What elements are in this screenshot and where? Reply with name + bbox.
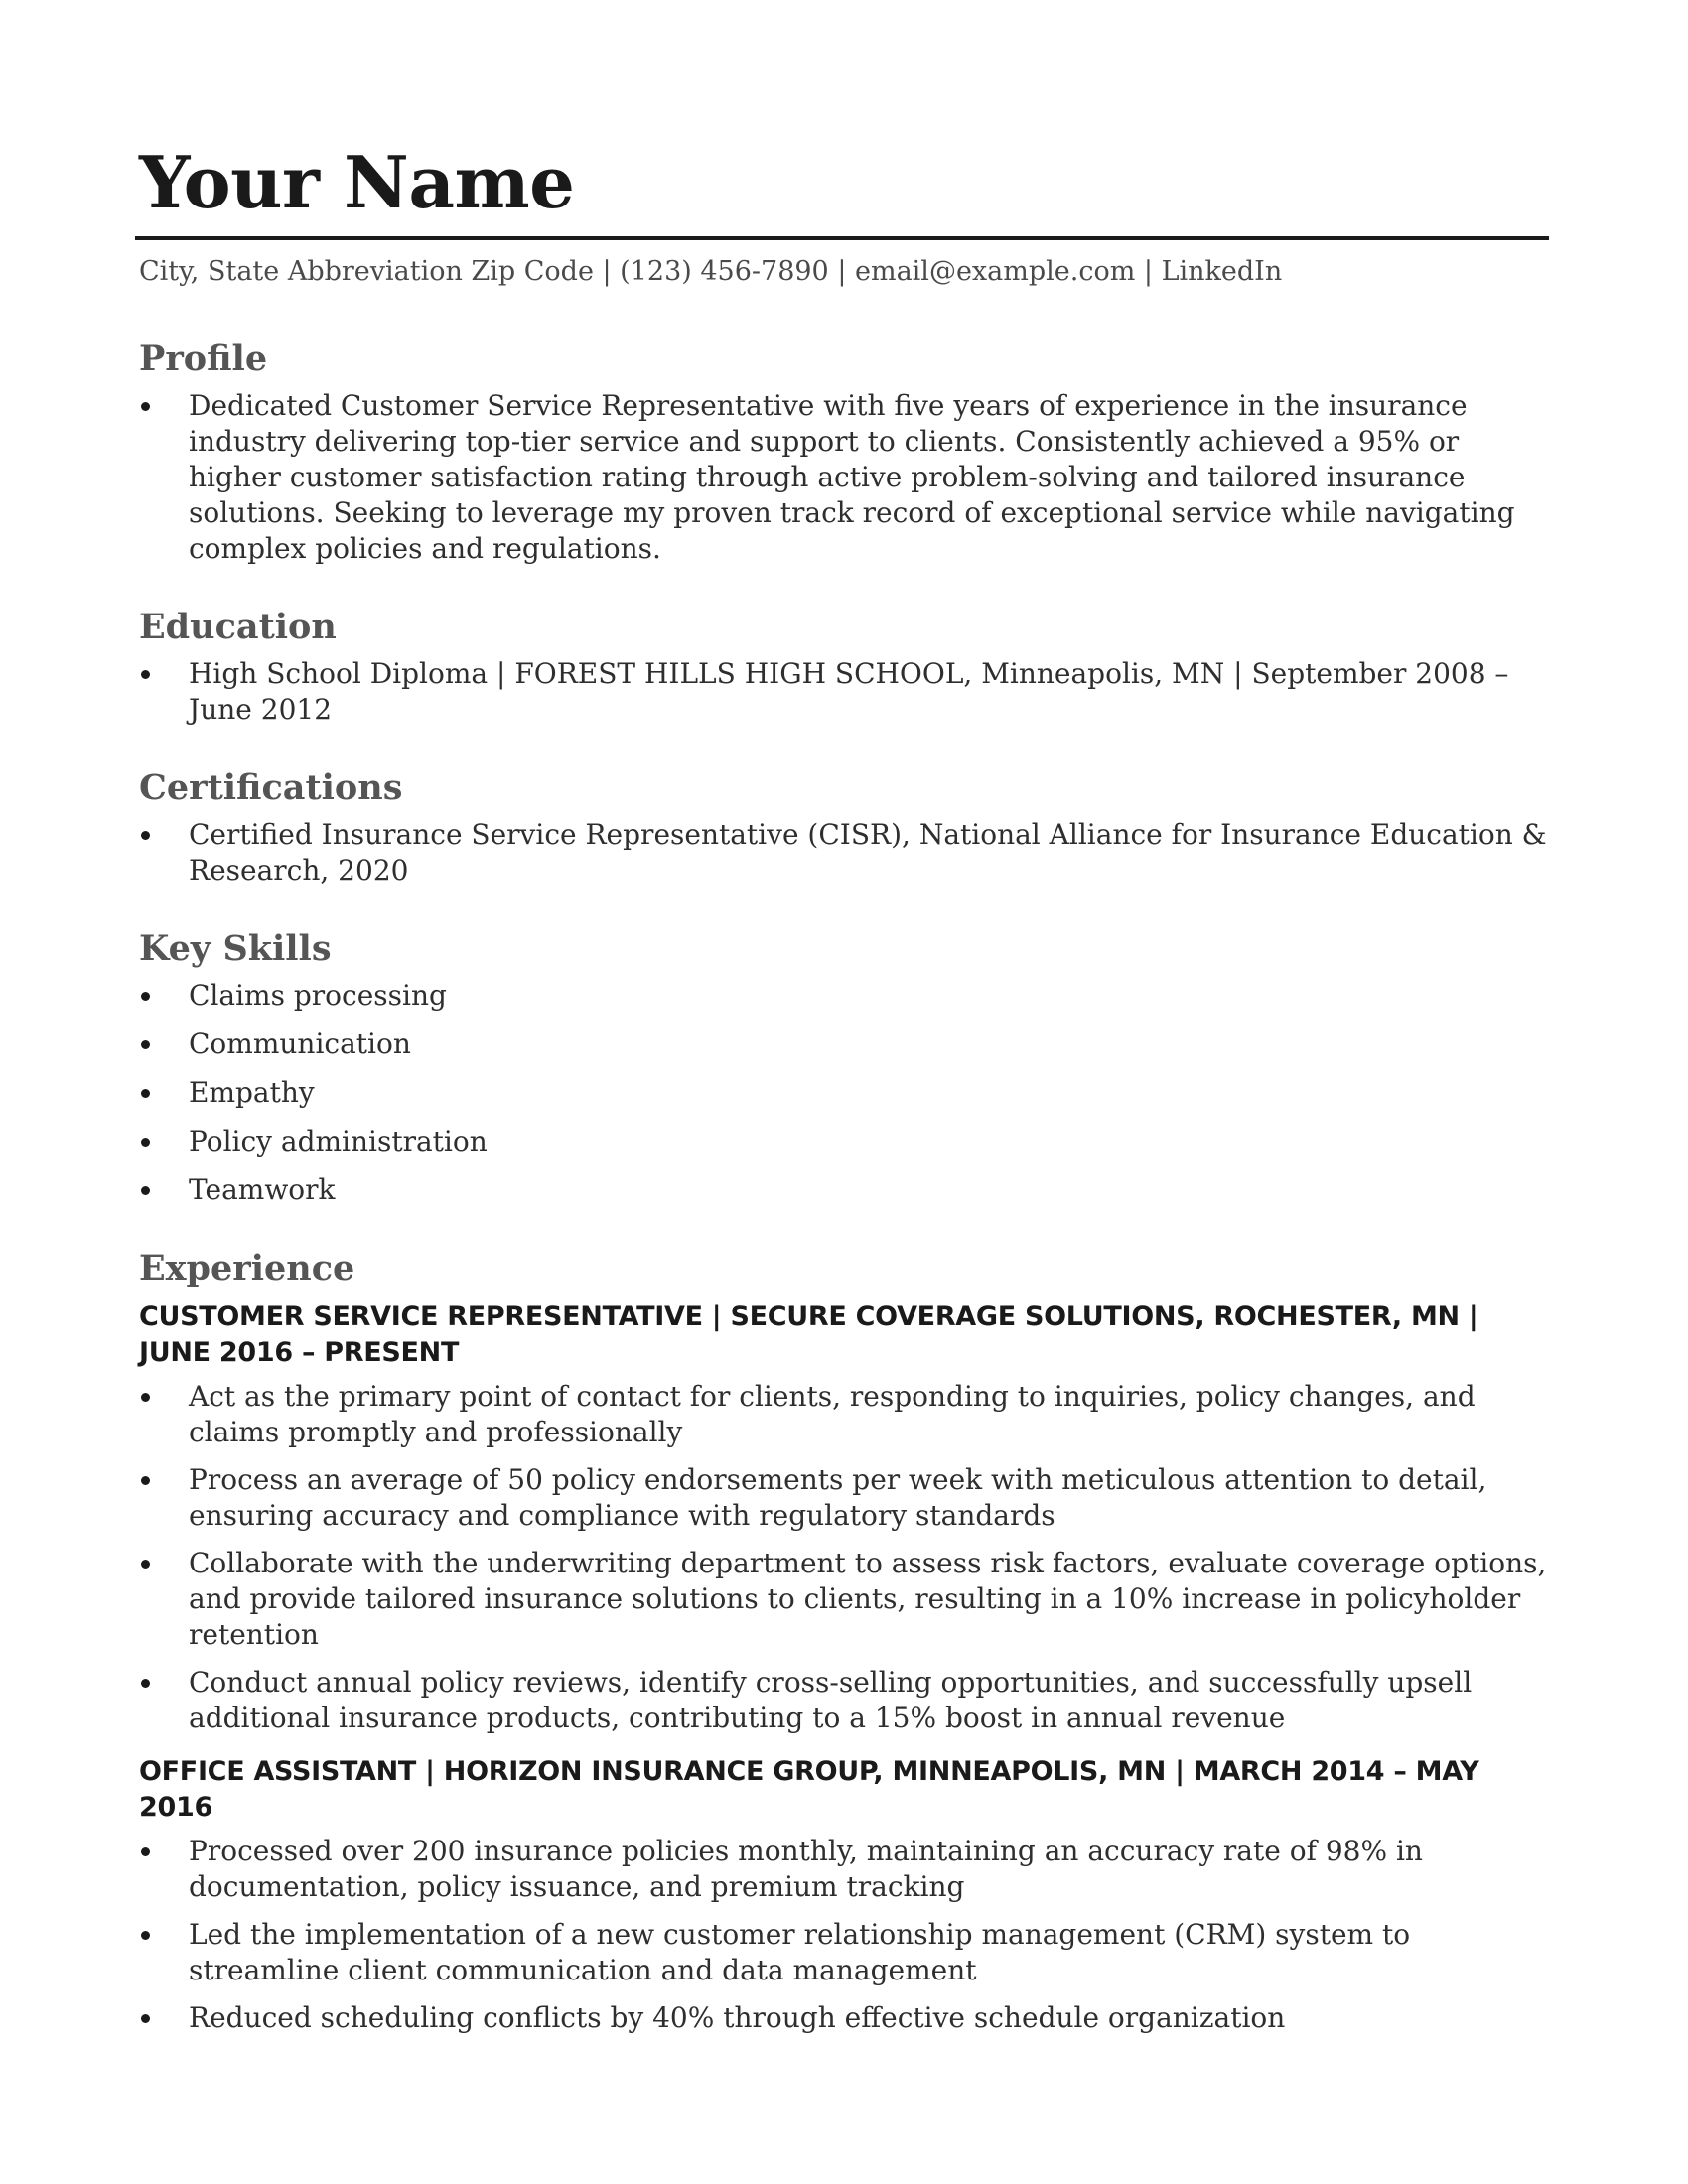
job-entry [139, 1299, 1549, 1736]
education-list [139, 656, 1549, 728]
skill-item: Claims processing [139, 978, 1549, 1014]
job-bullet: Conduct annual policy reviews, identify cross-selling opportunities, and successfully upsell additional insurance products, contributing to a 15% boost in annual revenue [139, 1665, 1549, 1736]
job-entry [139, 1754, 1549, 2036]
job-bullets [139, 1379, 1549, 1736]
certifications-list [139, 817, 1549, 888]
job-bullet: Reduced scheduling conflicts by 40% through effective schedule organization [139, 2000, 1549, 2036]
header-divider [135, 236, 1549, 240]
job-heading: OFFICE ASSISTANT | HORIZON INSURANCE GROUP, MINNEAPOLIS, MN | MARCH 2014 – MAY 2016 [139, 1756, 1479, 1824]
certifications-heading: Certifications [139, 767, 403, 809]
skills-list [139, 978, 1549, 1208]
job-heading: CUSTOMER SERVICE REPRESENTATIVE | SECURE COVERAGE SOLUTIONS, ROCHESTER, MN | JUNE 2016 – PRESENT [139, 1301, 1478, 1369]
education-heading: Education [139, 607, 337, 648]
resume-page [139, 139, 1549, 2036]
profile-section [139, 339, 1549, 567]
profile-list [139, 388, 1549, 567]
profile-summary: Dedicated Customer Service Representative with five years of experience in the insurance industry delivering top-tier service and support to clients. Consistently achieved a 95% or higher customer satisfaction rating through active problem-solving and tailored insurance solutions. Seeking to leverage my proven track record of exceptional service while navigating complex policies and regulations. [139, 388, 1549, 567]
job-bullet: Collaborate with the underwriting department to assess risk factors, evaluate coverage options, and provide tailored insurance solutions to clients, resulting in a 10% increase in policyholder retention [139, 1546, 1549, 1653]
certifications-section [139, 767, 1549, 888]
job-bullet: Act as the primary point of contact for clients, responding to inquiries, policy changes, and claims promptly and professionally [139, 1379, 1549, 1450]
certification-item: Certified Insurance Service Representative (CISR), National Alliance for Insurance Education & Research, 2020 [139, 817, 1549, 888]
resume-name: Your Name [139, 140, 575, 224]
skills-section [139, 928, 1549, 1208]
job-bullets [139, 1834, 1549, 2036]
skill-item: Communication [139, 1026, 1549, 1062]
contact-line: City, State Abbreviation Zip Code | (123) 456-7890 | email@example.com | LinkedIn [139, 256, 1283, 287]
job-bullet: Led the implementation of a new customer relationship management (CRM) system to streamline client communication and data management [139, 1917, 1549, 1988]
skill-item: Policy administration [139, 1124, 1549, 1160]
skills-heading: Key Skills [139, 928, 332, 970]
job-bullet: Processed over 200 insurance policies monthly, maintaining an accuracy rate of 98% in documentation, policy issuance, and premium tracking [139, 1834, 1549, 1905]
experience-section [139, 1248, 1549, 2036]
education-section [139, 607, 1549, 728]
job-bullet: Process an average of 50 policy endorsements per week with meticulous attention to detail, ensuring accuracy and compliance with regulatory standards [139, 1462, 1549, 1534]
education-item: High School Diploma | FOREST HILLS HIGH SCHOOL, Minneapolis, MN | September 2008 – June 2012 [139, 656, 1549, 728]
experience-heading: Experience [139, 1248, 355, 1290]
profile-heading: Profile [139, 339, 268, 380]
skill-item: Teamwork [139, 1172, 1549, 1208]
skill-item: Empathy [139, 1075, 1549, 1111]
